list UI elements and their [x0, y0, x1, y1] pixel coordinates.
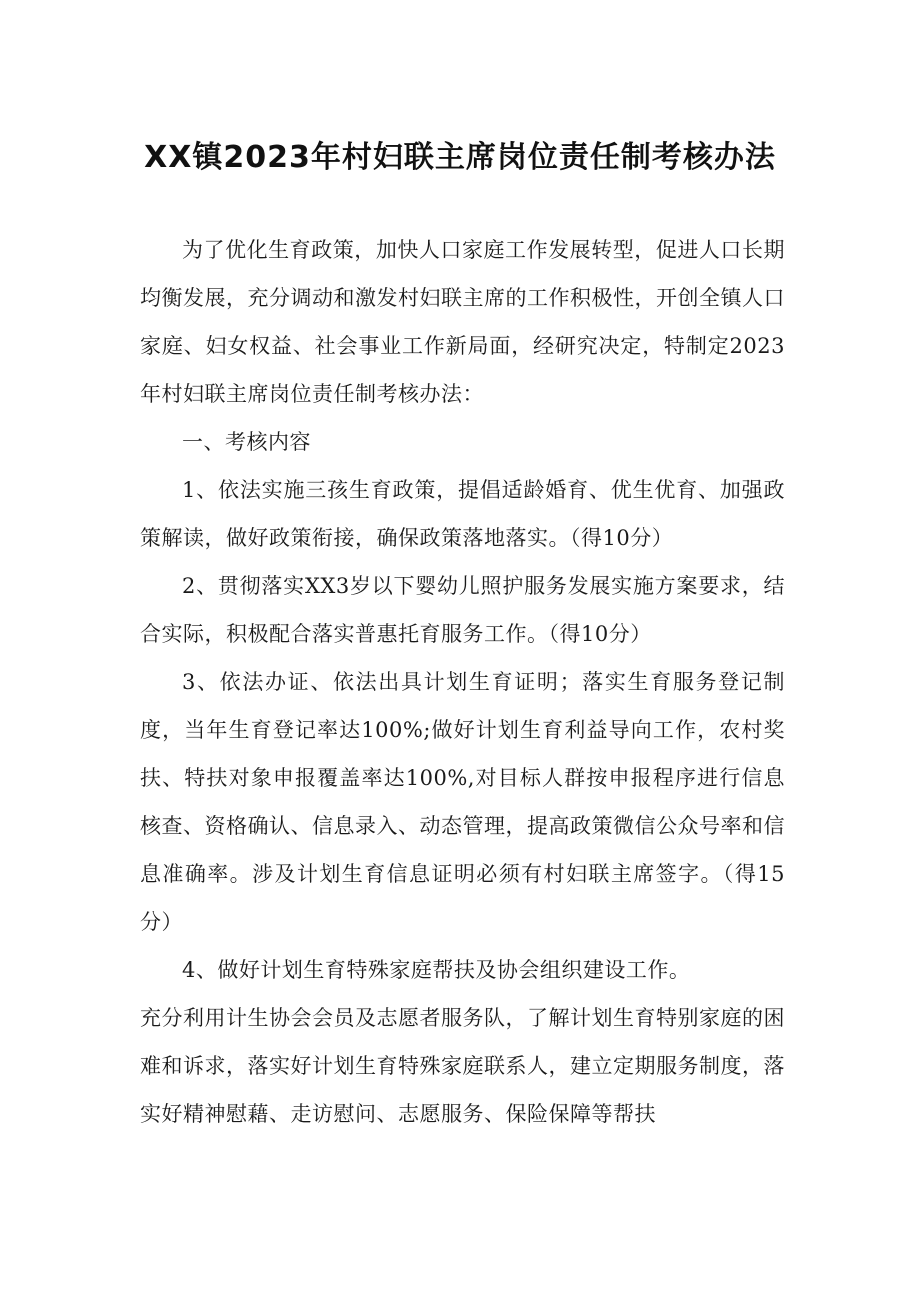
- paragraph-item-4-detail: 充分利用计生协会会员及志愿者服务队，了解计划生育特别家庭的困难和诉求，落实好计划生育特殊家庭联系人，建立定期服务制度，落实好精神慰藉、走访慰问、志愿服务、保险保障等帮扶: [140, 1006, 785, 1126]
- paragraph-item-3: 3、依法办证、依法出具计划生育证明；落实生育服务登记制度，当年生育登记率达100%;做好计划生育利益导向工作，农村奖扶、特扶对象申报覆盖率达100%,对目标人群按申报程序进行信息核查、资格确认、信息录入、动态管理，提高政策微信公众号率和信息准确率。涉及计划生育信息证明必须有村妇联主席签字。（得15分）: [140, 670, 785, 934]
- document-title: XX镇2023年村妇联主席岗位责任制考核办法: [144, 140, 776, 175]
- document-body: [140, 226, 785, 1138]
- paragraph-item-4: 4、做好计划生育特殊家庭帮扶及协会组织建设工作。: [182, 958, 691, 982]
- paragraph-item-1: 1、依法实施三孩生育政策，提倡适龄婚育、优生优育、加强政策解读，做好政策衔接，确保政策落地落实。（得10分）: [140, 478, 785, 550]
- section-heading: 一、考核内容: [182, 430, 311, 454]
- paragraph-intro: 为了优化生育政策，加快人口家庭工作发展转型，促进人口长期均衡发展，充分调动和激发村妇联主席的工作积极性，开创全镇人口家庭、妇女权益、社会事业工作新局面，经研究决定，特制定2023年村妇联主席岗位责任制考核办法：: [140, 238, 785, 406]
- paragraph-item-2: 2、贯彻落实XX3岁以下婴幼儿照护服务发展实施方案要求，结合实际，积极配合落实普惠托育服务工作。（得10分）: [140, 574, 785, 646]
